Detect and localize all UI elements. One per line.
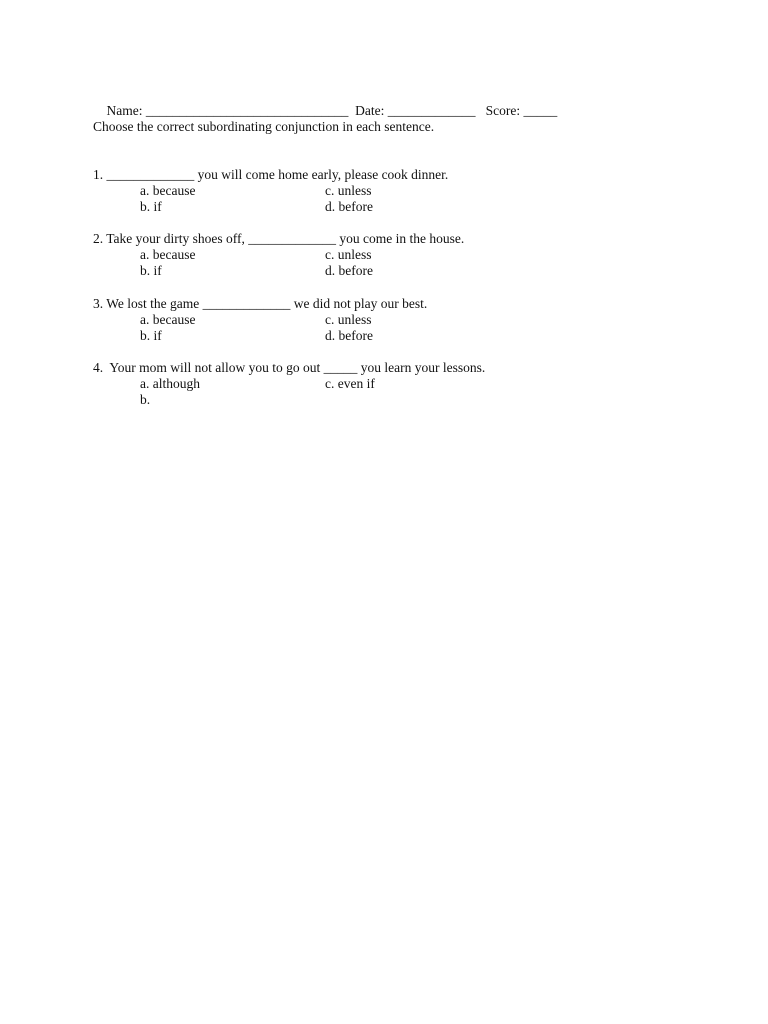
question-3-stem: 3. We lost the game _____________ we did not play our best.: [93, 296, 428, 311]
question-3-option-c: c. unless: [325, 312, 372, 327]
question-1-stem: 1. _____________ you will come home early, please cook dinner.: [93, 167, 449, 182]
question-2-stem: 2. Take your dirty shoes off, _____________ you come in the house.: [93, 231, 465, 246]
question-1-option-a: a. because: [140, 183, 196, 198]
question-4-option-b: b.: [140, 392, 151, 407]
question-2-option-b: b. if: [140, 263, 162, 278]
question-1-option-d: d. before: [325, 199, 373, 214]
date-field-label: Date: _____________: [355, 103, 476, 118]
question-1-option-b: b. if: [140, 199, 162, 214]
name-field-label: Name: ______________________________: [106, 103, 349, 118]
instructions-text: Choose the correct subordinating conjunction in each sentence.: [93, 119, 435, 134]
question-4-stem: 4. Your mom will not allow you to go out _____ you learn your lessons.: [93, 360, 486, 375]
question-4-option-a: a. although: [140, 376, 200, 391]
question-1-option-c: c. unless: [325, 183, 372, 198]
question-3-option-b: b. if: [140, 328, 162, 343]
question-3-option-a: a. because: [140, 312, 196, 327]
question-2-option-a: a. because: [140, 247, 196, 262]
score-field-label: Score: _____: [485, 103, 558, 118]
question-2-option-c: c. unless: [325, 247, 372, 262]
question-4-option-c: c. even if: [325, 376, 375, 391]
header-spacer: [476, 103, 486, 118]
question-3-option-d: d. before: [325, 328, 373, 343]
question-2-option-d: d. before: [325, 263, 373, 278]
